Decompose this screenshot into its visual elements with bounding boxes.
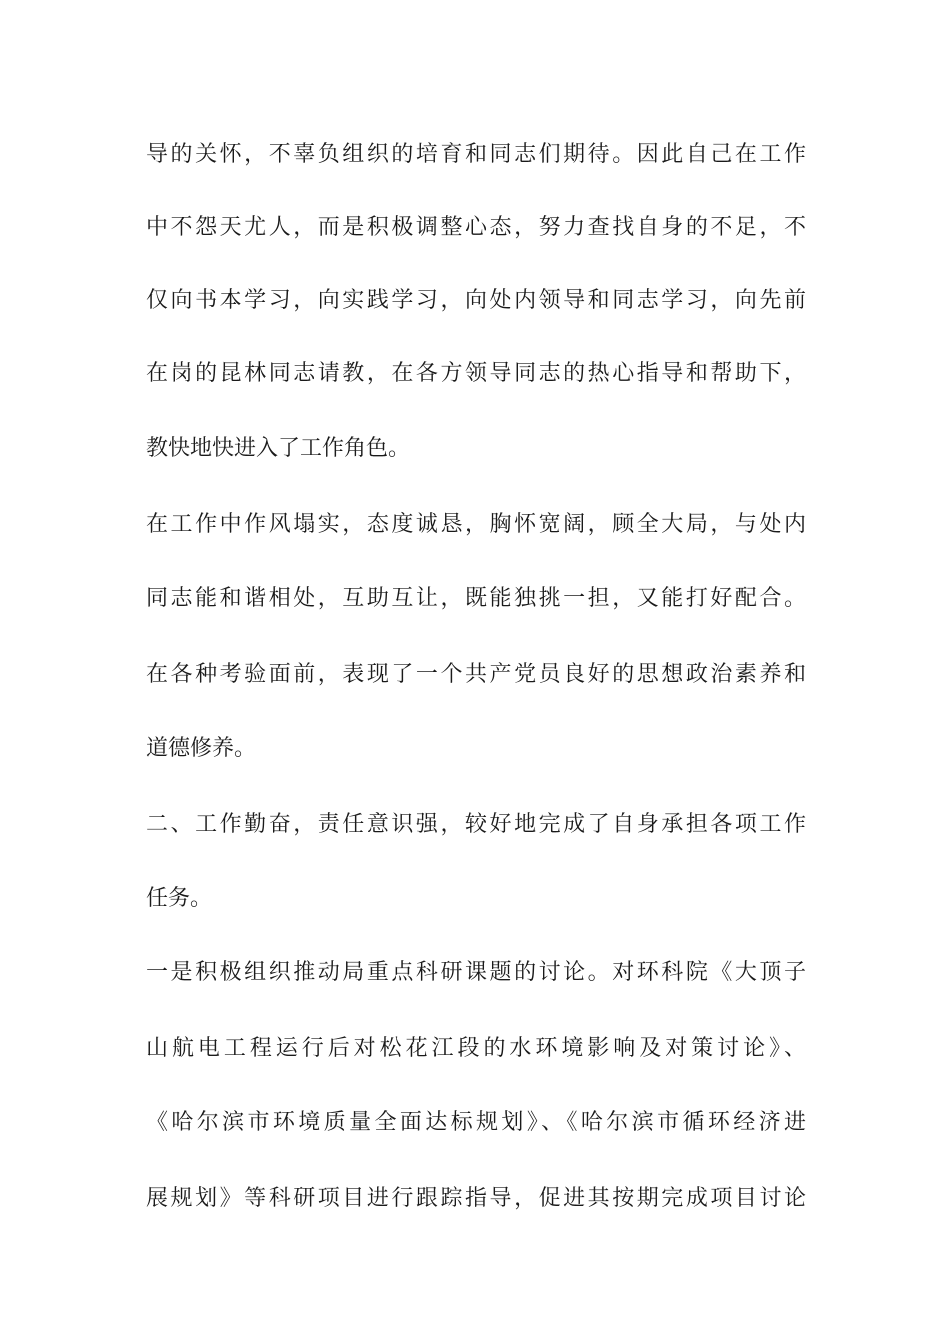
text-line: 仅向书本学习，向实践学习，向处内领导和同志学习，向先前 [146, 288, 806, 313]
text-line: 在岗的昆林同志请教，在各方领导同志的热心指导和帮助下， [146, 361, 806, 386]
text-line: 道德修养。 [146, 736, 257, 761]
text-line: 中不怨天尤人，而是积极调整心态，努力查找自身的不足，不 [146, 215, 806, 240]
text-line: 二、工作勤奋，责任意识强，较好地完成了自身承担各项工作 [146, 812, 806, 837]
text-line: 同志能和谐相处，互助互让，既能独挑一担，又能打好配合。 [146, 586, 806, 611]
text-line: 一是积极组织推动局重点科研课题的讨论。对环科院《大顶子 [146, 960, 806, 985]
text-line: 导的关怀，不辜负组织的培育和同志们期待。因此自己在工作 [146, 142, 806, 167]
text-line: 教快地快进入了工作角色。 [146, 436, 411, 461]
text-line: 《哈尔滨市环境质量全面达标规划》、《哈尔滨市循环经济进 [146, 1110, 806, 1135]
text-line: 任务。 [146, 886, 213, 911]
text-line: 在工作中作风塌实，态度诚恳，胸怀宽阔，顾全大局，与处内 [146, 512, 806, 537]
text-line: 在各种考验面前，表现了一个共产党员良好的思想政治素养和 [146, 662, 806, 687]
text-line: 山航电工程运行后对松花江段的水环境影响及对策讨论》、 [146, 1036, 806, 1061]
text-line: 展规划》等科研项目进行跟踪指导，促进其按期完成项目讨论 [146, 1186, 806, 1211]
